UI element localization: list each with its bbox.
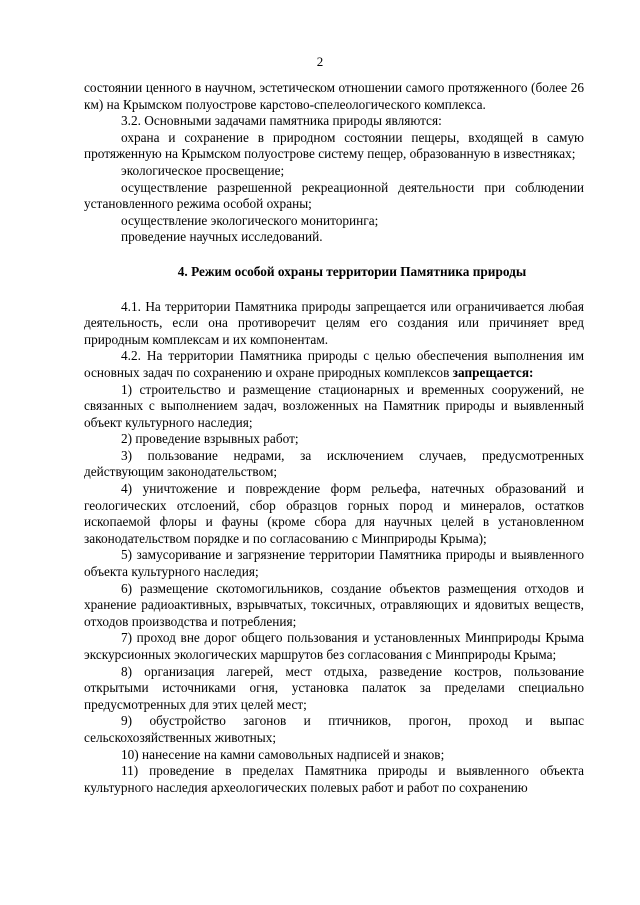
prohibition-item: 1) строительство и размещение стационарных и временных сооружений, не связанных с выполнением задач, возложенных на Памятник природы и выявленный объект культурного наследия; <box>84 381 584 430</box>
paragraph-4-1: 4.1. На территории Памятника природы запрещается или ограничивается любая деятельность, если она противоречит целям его создания или причиняет вред природным комплексам и их компонентам. <box>84 298 584 347</box>
paragraph-4-2-text: 4.2. На территории Памятника природы с целью обеспечения выполнения им основных задач по сохранению и охране природных комплексов <box>84 348 584 380</box>
prohibition-item: 3) пользование недрами, за исключением случаев, предусмотренных действующим законодательством; <box>84 447 584 480</box>
prohibition-item: 7) проход вне дорог общего пользования и установленных Минприроды Крыма экскурсионных экологических маршрутов без согласования с Минприроды Крыма; <box>84 630 584 662</box>
prohibition-item: 4) уничтожение и повреждение форм рельефа, натечных образований и геологических отслоений, сбор образцов горных пород и минералов, остатков ископаемой флоры и фауны (кроме сбора для научных целей в установленном законодательством порядке и по согласованию с Минприроды Крыма); <box>84 481 584 546</box>
document-body <box>84 80 584 796</box>
paragraph-4-2 <box>84 348 584 381</box>
prohibition-item: 2) проведение взрывных работ; <box>121 431 299 447</box>
task-item: экологическое просвещение; <box>121 162 285 178</box>
prohibition-item: 5) замусоривание и загрязнение территории Памятника природы и выявленного объекта культурного наследия; <box>84 547 584 580</box>
prohibition-item: 10) нанесение на камни самовольных надписей и знаков; <box>121 746 445 762</box>
task-item: осуществление экологического мониторинга; <box>121 212 379 228</box>
prohibition-item: 9) обустройство загонов и птичников, прогон, проход и выпас сельскохозяйственных животных; <box>84 713 584 745</box>
task-item: проведение научных исследований. <box>121 229 323 245</box>
prohibition-item: 6) размещение скотомогильников, создание объектов размещения отходов и хранение радиоактивных, взрывчатых, токсичных, отравляющих и ядовитых веществ, отходов производства и потребления; <box>84 580 584 629</box>
prohibition-item: 8) организация лагерей, мест отдыха, разведение костров, пользование открытыми источниками огня, установка палаток за пределами специально предусмотренных для этих целей мест; <box>84 663 584 712</box>
page-number: 2 <box>316 54 324 69</box>
prohibition-item: 11) проведение в пределах Памятника природы и выявленного объекта культурного наследия археологических полевых работ и работ по сохранению <box>84 763 584 795</box>
paragraph-continuation: состоянии ценного в научном, эстетическом отношении самого протяженного (более 26 км) на Крымском полуострове карстово-спелеологического комплекса. <box>84 80 584 112</box>
section-heading: 4. Режим особой охраны территории Памятника природы <box>177 263 527 279</box>
prohibited-colon: : <box>529 364 534 380</box>
task-item: осуществление разрешенной рекреационной деятельности при соблюдении установленного режима особой охраны; <box>84 179 584 212</box>
paragraph-3-2: 3.2. Основными задачами памятника природы являются: <box>121 113 442 129</box>
task-item: охрана и сохранение в природном состоянии пещеры, входящей в самую протяженную на Крымском полуострове систему пещер, образованную в известняках; <box>84 129 584 162</box>
prohibited-keyword: запрещается <box>452 364 530 380</box>
